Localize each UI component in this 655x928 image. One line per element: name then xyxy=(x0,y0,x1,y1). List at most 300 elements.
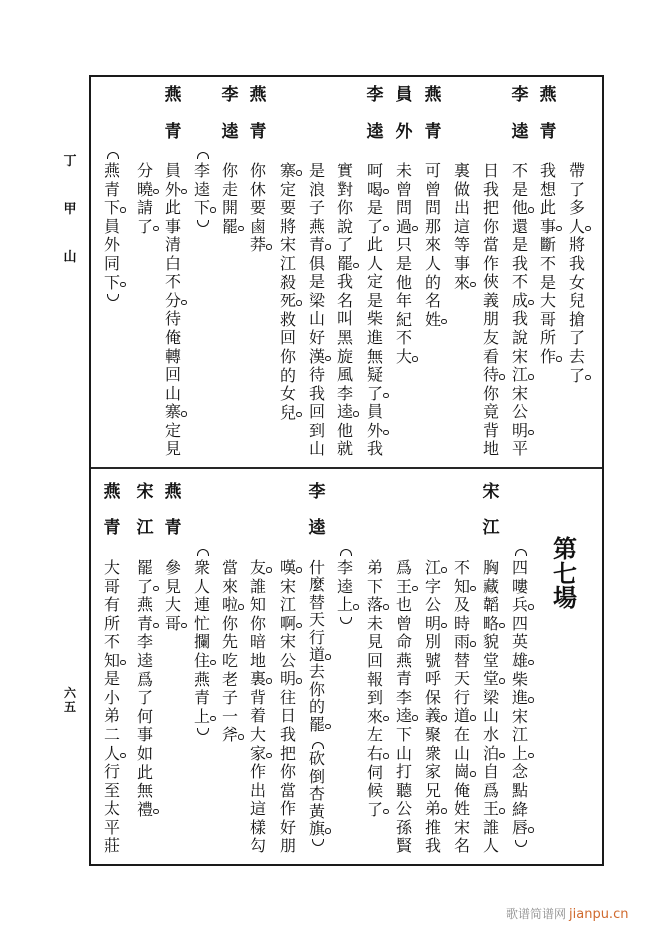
glyph: 雄 xyxy=(512,652,529,671)
glyph: 人 xyxy=(366,253,383,273)
glyph: 丁 xyxy=(63,154,77,169)
glyph: 子 xyxy=(308,198,325,218)
punctuation-circle xyxy=(528,604,534,610)
punctuation-circle xyxy=(120,753,126,759)
glyph: 你 xyxy=(308,679,325,699)
glyph: 將 xyxy=(279,216,296,236)
glyph: 女 xyxy=(568,272,585,292)
glyph: 還 xyxy=(511,216,528,236)
glyph: 李 xyxy=(336,557,353,577)
glyph: 旗 xyxy=(309,820,326,839)
glyph: 嘆 xyxy=(280,559,297,578)
glyph: 江 xyxy=(279,595,296,615)
glyph: 呵 xyxy=(366,161,383,180)
glyph: 青 xyxy=(137,615,154,634)
glyph: 事 xyxy=(540,218,557,237)
glyph: 你 xyxy=(279,762,296,782)
glyph: 姓 xyxy=(425,311,442,330)
glyph: 竟 xyxy=(482,402,499,422)
glyph: 是 xyxy=(308,272,325,292)
punctuation-circle xyxy=(528,207,534,213)
glyph: 逵 xyxy=(511,122,529,142)
glyph: 說 xyxy=(511,328,528,348)
glyph: 大 xyxy=(396,348,413,367)
glyph: 此 xyxy=(366,235,383,255)
glyph: 崗 xyxy=(454,763,471,782)
punctuation-circle xyxy=(412,356,418,362)
glyph: 請 xyxy=(136,198,153,218)
glyph: 朋 xyxy=(482,309,499,329)
glyph: 時 xyxy=(453,613,470,633)
glyph: 字 xyxy=(424,576,441,596)
glyph: 的 xyxy=(308,697,325,717)
glyph: 嘍 xyxy=(511,576,528,596)
punctuation-circle xyxy=(120,660,126,666)
glyph: 走 xyxy=(221,179,238,199)
glyph: 宋 xyxy=(136,482,154,502)
punctuation-circle xyxy=(296,412,302,418)
glyph: 叫 xyxy=(336,309,353,329)
glyph: 那 xyxy=(424,216,441,236)
dialogue-continuation xyxy=(454,0,471,928)
glyph: 知 xyxy=(104,652,121,671)
punctuation-circle xyxy=(296,678,302,684)
glyph: 李 xyxy=(221,85,239,105)
paren-open xyxy=(337,540,354,559)
glyph: 韜 xyxy=(482,595,499,615)
stage-direction xyxy=(337,0,354,928)
punctuation-circle xyxy=(499,678,505,684)
punctuation-circle xyxy=(120,207,126,213)
glyph: 員 xyxy=(103,216,120,236)
glyph: 我 xyxy=(511,309,528,329)
punctuation-circle xyxy=(353,263,359,269)
glyph: 救 xyxy=(279,309,296,329)
glyph: 燕 xyxy=(424,85,442,105)
glyph: 帶 xyxy=(568,161,585,180)
glyph: 寨 xyxy=(165,403,182,422)
glyph: 把 xyxy=(279,743,296,763)
glyph: 小 xyxy=(103,687,120,707)
glyph: 打 xyxy=(395,762,412,782)
glyph: 二 xyxy=(103,725,120,745)
glyph: 同 xyxy=(103,253,120,273)
glyph: 我 xyxy=(568,254,585,273)
punctuation-circle xyxy=(325,828,331,834)
punctuation-circle xyxy=(499,753,505,759)
glyph: 貌 xyxy=(482,632,499,652)
glyph: 風 xyxy=(336,365,353,385)
punctuation-circle xyxy=(353,411,359,417)
glyph: 公 xyxy=(424,595,441,615)
glyph: 轉 xyxy=(164,346,181,366)
glyph: 把 xyxy=(482,198,499,218)
glyph: 義 xyxy=(425,707,442,726)
punctuation-circle xyxy=(210,207,216,213)
glyph: 好 xyxy=(308,328,325,348)
glyph: 絳 xyxy=(511,799,528,819)
glyph: 燕 xyxy=(249,85,267,105)
glyph: 逵 xyxy=(366,122,384,142)
punctuation-circle xyxy=(528,697,534,703)
glyph: 到 xyxy=(308,420,325,440)
glyph: 搶 xyxy=(568,309,585,329)
glyph: 名 xyxy=(336,290,353,310)
glyph: 伺 xyxy=(366,762,383,782)
glyph: 江 xyxy=(136,518,154,538)
glyph: 死 xyxy=(280,292,297,311)
glyph: 逵 xyxy=(337,403,354,422)
glyph: 就 xyxy=(336,439,353,459)
glyph: 背 xyxy=(249,687,266,707)
glyph: 你 xyxy=(482,216,499,236)
glyph: 不 xyxy=(453,558,470,577)
punctuation-circle xyxy=(181,411,187,417)
glyph: 你 xyxy=(279,347,296,366)
glyph: 名 xyxy=(424,291,441,311)
glyph: 見 xyxy=(164,439,181,459)
punctuation-circle xyxy=(266,753,272,759)
glyph: 不 xyxy=(395,328,412,348)
glyph: 大 xyxy=(103,558,120,577)
glyph: 名 xyxy=(453,836,470,856)
glyph: 青 xyxy=(164,122,182,142)
glyph: 裏 xyxy=(453,161,470,180)
glyph: 見 xyxy=(366,632,383,652)
glyph: 罷 xyxy=(136,558,153,577)
punctuation-circle xyxy=(470,586,476,592)
glyph: 哥 xyxy=(539,309,556,329)
glyph: 也 xyxy=(395,595,412,615)
glyph: 背 xyxy=(482,420,499,440)
glyph: 到 xyxy=(366,688,383,708)
glyph: 只 xyxy=(395,235,412,255)
glyph: 參 xyxy=(164,558,181,577)
glyph: 進 xyxy=(512,689,529,708)
glyph: 不 xyxy=(539,254,556,273)
glyph: 甲 xyxy=(63,202,77,217)
punctuation-circle xyxy=(556,226,562,232)
glyph: 逵 xyxy=(221,122,239,142)
dialogue-continuation xyxy=(396,0,413,928)
glyph: 上 xyxy=(337,596,354,615)
glyph: 左 xyxy=(366,725,383,745)
glyph: 來 xyxy=(454,274,471,293)
punctuation-circle xyxy=(528,430,534,436)
punctuation-circle xyxy=(556,356,562,362)
glyph: 旋 xyxy=(336,346,353,366)
punctuation-circle xyxy=(412,586,418,592)
glyph: 下 xyxy=(104,274,121,293)
glyph: 宋 xyxy=(453,817,470,837)
punctuation-circle xyxy=(441,808,447,814)
paren-close xyxy=(194,726,211,745)
glyph: 日 xyxy=(279,706,296,726)
glyph: 及 xyxy=(453,595,470,615)
glyph: 待 xyxy=(308,365,325,385)
glyph: 燕 xyxy=(193,669,210,689)
glyph: 下 xyxy=(395,725,412,745)
glyph: 殺 xyxy=(279,272,296,292)
punctuation-circle xyxy=(499,374,505,380)
glyph: 回 xyxy=(308,402,325,422)
glyph: 樣 xyxy=(249,817,266,837)
glyph: 燕 xyxy=(308,216,325,236)
glyph: 是 xyxy=(539,272,556,292)
glyph: 出 xyxy=(453,198,470,218)
glyph: 可 xyxy=(424,161,441,180)
glyph: 不 xyxy=(103,632,120,652)
glyph: 梁 xyxy=(482,687,499,707)
glyph: 我 xyxy=(279,725,296,745)
glyph: 知 xyxy=(454,578,471,597)
glyph: 是 xyxy=(103,669,120,689)
glyph: 李 xyxy=(366,85,384,105)
glyph: 明 xyxy=(425,615,442,634)
punctuation-circle xyxy=(325,244,331,250)
dialogue-line xyxy=(309,0,326,928)
glyph: 是 xyxy=(308,161,325,180)
punctuation-circle xyxy=(412,715,418,721)
glyph: 我 xyxy=(539,161,556,180)
punctuation-circle xyxy=(296,567,302,573)
glyph: 逵 xyxy=(336,576,353,596)
glyph: 山 xyxy=(63,250,77,265)
glyph: 莽 xyxy=(250,236,267,255)
glyph: 公 xyxy=(511,402,528,422)
glyph: 宋 xyxy=(279,235,296,255)
glyph: 外 xyxy=(395,122,413,142)
glyph: 略 xyxy=(483,615,500,634)
glyph: 李 xyxy=(193,160,210,180)
punctuation-circle xyxy=(120,282,126,288)
glyph: 在 xyxy=(453,725,470,745)
paren-close xyxy=(512,838,529,857)
glyph: 忙 xyxy=(193,613,210,633)
glyph: 人 xyxy=(193,576,210,596)
glyph: 堂 xyxy=(482,650,499,670)
glyph: 事 xyxy=(164,216,181,236)
glyph: 住 xyxy=(194,652,211,671)
glyph: 命 xyxy=(395,632,412,652)
glyph: 看 xyxy=(482,346,499,366)
glyph: 保 xyxy=(424,687,441,707)
glyph: 的 xyxy=(279,365,296,385)
glyph: 山 xyxy=(308,439,325,459)
glyph: 人 xyxy=(104,745,121,764)
punctuation-circle xyxy=(528,753,534,759)
glyph: 員 xyxy=(395,85,413,105)
glyph: 青 xyxy=(164,518,182,538)
glyph: 着 xyxy=(249,706,266,726)
glyph: 問 xyxy=(424,198,441,218)
glyph: 誰 xyxy=(482,817,499,837)
glyph: 英 xyxy=(511,632,528,652)
glyph: 江 xyxy=(482,518,500,538)
punctuation-circle xyxy=(528,660,534,666)
glyph: 了 xyxy=(568,328,585,348)
glyph: 燕 xyxy=(539,85,557,105)
glyph: 柴 xyxy=(511,669,528,689)
dialogue-continuation xyxy=(222,0,239,928)
glyph: 等 xyxy=(453,235,470,255)
glyph: 來 xyxy=(367,708,384,727)
glyph: 實 xyxy=(336,161,353,180)
glyph: 當 xyxy=(482,235,499,255)
glyph: 宋 xyxy=(511,346,528,366)
glyph: 員 xyxy=(366,402,383,422)
glyph: 你 xyxy=(482,383,499,403)
glyph: 道 xyxy=(454,707,471,726)
glyph: 分 xyxy=(165,292,182,311)
glyph: 李 xyxy=(336,383,353,403)
glyph: 青 xyxy=(424,122,442,142)
punctuation-circle xyxy=(383,809,389,815)
glyph: 山 xyxy=(395,743,412,763)
glyph: 明 xyxy=(512,422,529,441)
punctuation-circle xyxy=(296,300,302,306)
glyph: 將 xyxy=(568,235,585,255)
stage-direction xyxy=(194,0,211,928)
glyph: 所 xyxy=(103,613,120,633)
watermark-domain: jianpu.cn xyxy=(569,907,629,922)
punctuation-circle xyxy=(181,189,187,195)
glyph: 是 xyxy=(395,254,412,273)
glyph: 喝 xyxy=(367,181,384,200)
glyph: 勾 xyxy=(249,836,266,856)
glyph: 待 xyxy=(483,366,500,385)
glyph: 出 xyxy=(249,780,266,800)
glyph: 地 xyxy=(482,439,499,459)
glyph: 俺 xyxy=(164,328,181,348)
glyph: 下 xyxy=(104,199,121,218)
glyph: 好 xyxy=(279,817,296,837)
glyph: 作 xyxy=(482,253,499,273)
glyph: 六 xyxy=(63,686,76,700)
glyph: 無 xyxy=(366,346,383,366)
glyph: 斷 xyxy=(539,235,556,255)
glyph: 我 xyxy=(511,253,528,273)
glyph: 宋 xyxy=(279,632,296,652)
glyph: 紀 xyxy=(395,309,412,329)
glyph: 是 xyxy=(511,235,528,255)
glyph: 未 xyxy=(395,161,412,180)
glyph: 燕 xyxy=(103,160,120,180)
dialogue-line xyxy=(137,0,154,928)
punctuation-circle xyxy=(266,567,272,573)
glyph: 天 xyxy=(453,669,470,689)
glyph: 分 xyxy=(136,161,153,180)
glyph: 江 xyxy=(279,254,296,273)
glyph: 倒 xyxy=(308,766,325,786)
glyph: 進 xyxy=(366,328,383,348)
glyph: 山 xyxy=(164,383,181,403)
punctuation-circle xyxy=(383,226,389,232)
glyph: 砍 xyxy=(308,749,325,769)
glyph: 對 xyxy=(336,179,353,199)
glyph: 了 xyxy=(569,367,586,386)
glyph: 多 xyxy=(568,198,585,218)
glyph: 漢 xyxy=(309,348,326,367)
glyph: 吃 xyxy=(221,651,238,670)
glyph: 問 xyxy=(395,198,412,218)
glyph: 知 xyxy=(249,595,266,615)
dialogue-line xyxy=(569,0,586,928)
glyph: 賢 xyxy=(395,836,412,856)
glyph: 青 xyxy=(309,236,326,255)
glyph: 弟 xyxy=(103,706,120,726)
punctuation-circle xyxy=(499,623,505,629)
glyph: 哥 xyxy=(165,615,182,634)
glyph: 當 xyxy=(221,558,238,577)
glyph: 了 xyxy=(367,801,384,820)
glyph: 過 xyxy=(396,218,413,237)
dialogue-continuation xyxy=(367,0,384,928)
glyph: 曉 xyxy=(137,181,154,200)
glyph: 上 xyxy=(194,708,211,727)
glyph: 我 xyxy=(308,383,325,403)
glyph: 江 xyxy=(512,366,529,385)
glyph: 大 xyxy=(249,725,266,745)
glyph: 是 xyxy=(366,290,383,310)
punctuation-circle xyxy=(296,623,302,629)
punctuation-circle xyxy=(383,430,389,436)
stage-direction xyxy=(512,0,529,928)
glyph: 念 xyxy=(511,762,528,782)
glyph: 逵 xyxy=(308,518,326,538)
punctuation-circle xyxy=(181,623,187,629)
punctuation-circle xyxy=(383,189,389,195)
glyph: 去 xyxy=(308,662,325,682)
glyph: 禮 xyxy=(137,801,154,820)
glyph: 推 xyxy=(424,817,441,837)
punctuation-circle xyxy=(528,374,534,380)
glyph: 行 xyxy=(103,762,120,782)
glyph: 老 xyxy=(221,669,238,689)
glyph: 胸 xyxy=(482,558,499,577)
glyph: 下 xyxy=(366,576,383,596)
glyph: 山 xyxy=(308,309,325,329)
glyph: 黃 xyxy=(308,801,325,821)
glyph: 了 xyxy=(367,218,384,237)
glyph: 事 xyxy=(136,725,153,745)
glyph: 朋 xyxy=(279,836,296,856)
glyph: 友 xyxy=(250,559,267,578)
glyph: 莊 xyxy=(103,836,120,856)
glyph: 回 xyxy=(164,365,181,385)
glyph: 成 xyxy=(512,292,529,311)
glyph: 攔 xyxy=(193,632,210,652)
punctuation-circle xyxy=(210,660,216,666)
watermark xyxy=(506,903,628,921)
glyph: 宋 xyxy=(511,383,528,403)
glyph: 第 xyxy=(553,534,577,563)
glyph: 這 xyxy=(453,216,470,236)
glyph: 杏 xyxy=(308,784,325,804)
glyph: 爲 xyxy=(136,669,153,689)
glyph: 作 xyxy=(249,762,266,782)
glyph: 四 xyxy=(511,613,528,633)
glyph: 唇 xyxy=(512,819,529,838)
glyph: 未 xyxy=(366,613,383,633)
glyph: 泊 xyxy=(483,745,500,764)
dialogue-continuation xyxy=(280,0,297,928)
punctuation-circle xyxy=(585,226,591,232)
punctuation-circle xyxy=(325,356,331,362)
punctuation-circle xyxy=(383,393,389,399)
punctuation-circle xyxy=(470,715,476,721)
glyph: 明 xyxy=(280,670,297,689)
